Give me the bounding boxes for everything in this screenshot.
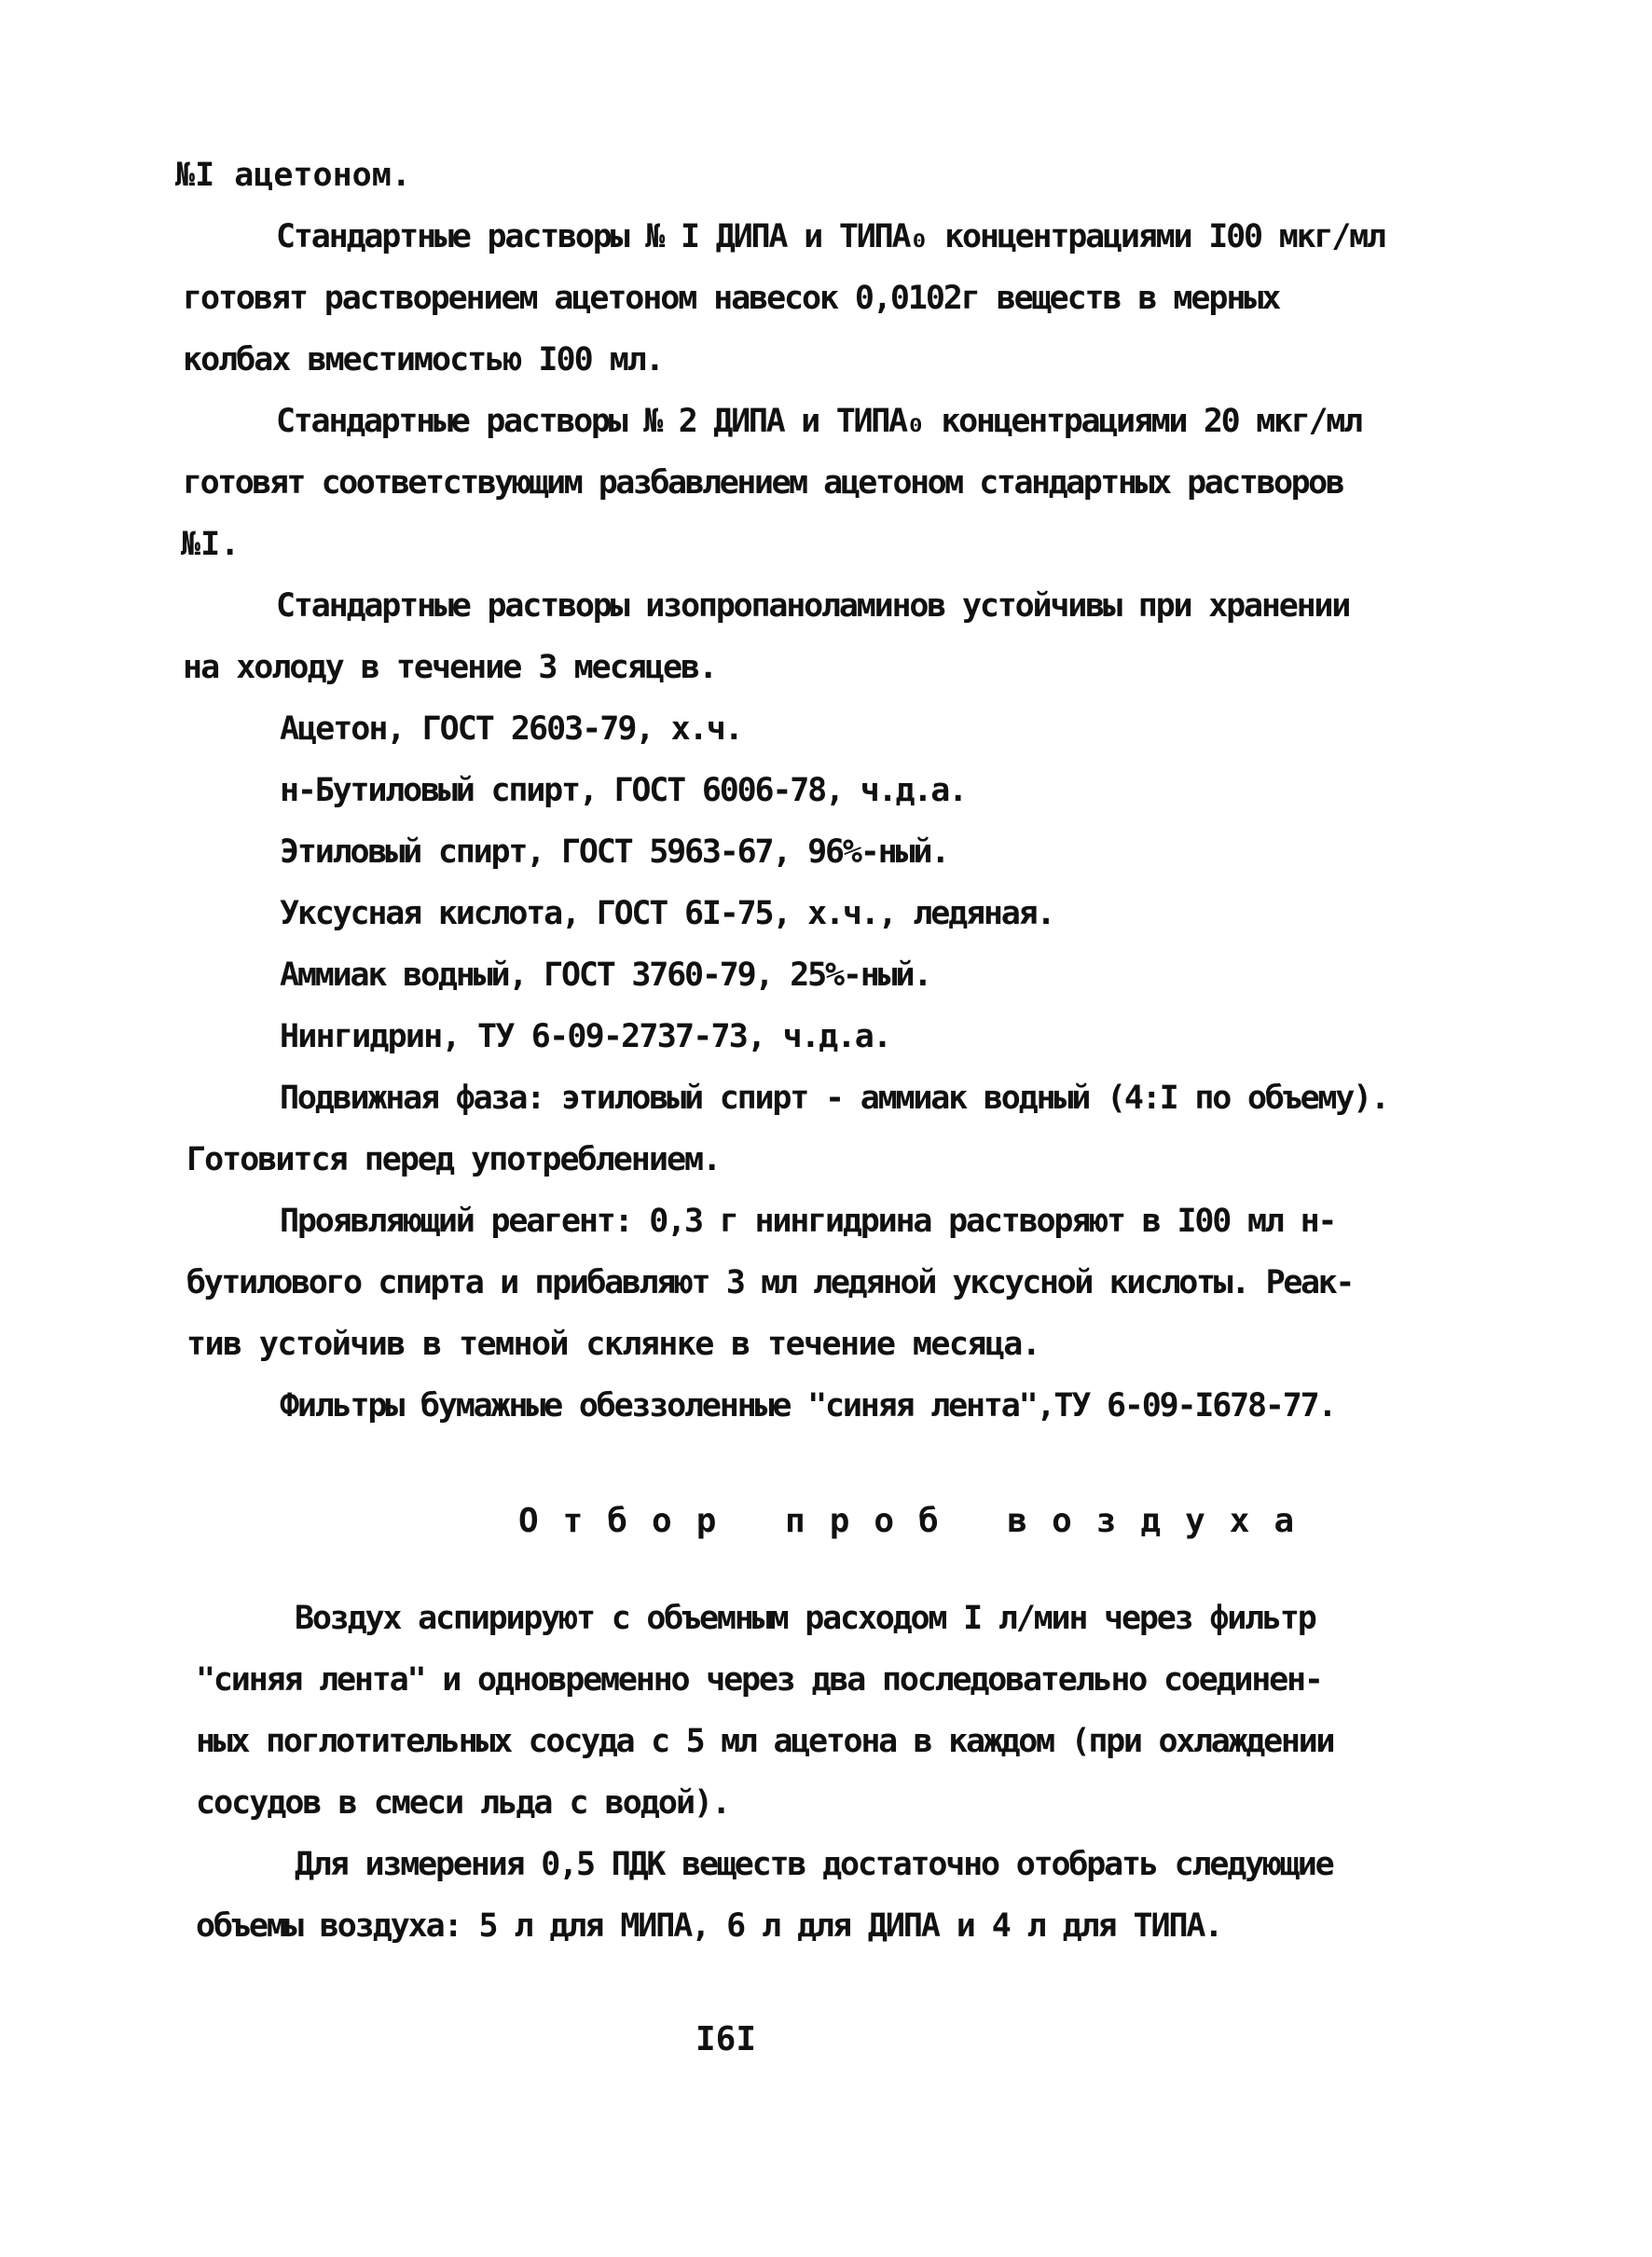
text-line: готовят растворением ацетоном навесок 0,0102г веществ в мерных	[183, 280, 1280, 317]
text-line: тив устойчив в темной склянке в течение месяца.	[186, 1326, 1040, 1363]
section-heading: Отбор проб воздуха	[518, 1502, 1319, 1540]
text-line: Уксусная кислота, ГОСТ 6I-75, х.ч., ледяная.	[280, 895, 1054, 932]
text-line: бутилового спирта и прибавляют 3 мл ледяной уксусной кислоты. Реак-	[186, 1264, 1354, 1301]
text-line: Фильтры бумажные обеззоленные "синяя лента",ТУ 6-09-I678-77.	[280, 1387, 1336, 1424]
text-line: Этиловый спирт, ГОСТ 5963-67, 96%-ный.	[280, 833, 949, 871]
page-number: I6I	[695, 2020, 757, 2058]
text-line: Стандартные растворы изопропаноламинов устойчивы при хранении	[276, 587, 1350, 625]
text-line: объемы воздуха: 5 л для МИПА, 6 л для ДИПА и 4 л для ТИПА.	[196, 1907, 1222, 1945]
text-line: готовят соответствующим разбавлением ацетоном стандартных растворов	[183, 464, 1343, 502]
text-line: Аммиак водный, ГОСТ 3760-79, 25%-ный.	[280, 956, 931, 994]
text-line: сосудов в смеси льда с водой).	[196, 1784, 730, 1822]
text-line: Стандартные растворы № 2 ДИПА и ТИПА₀ концентрациями 20 мкг/мл	[276, 403, 1361, 440]
text-line: ных поглотительных сосуда с 5 мл ацетона в каждом (при охлаждении	[196, 1723, 1334, 1760]
text-line: н-Бутиловый спирт, ГОСТ 6006-78, ч.д.а.	[280, 772, 966, 809]
text-line: №I.	[181, 526, 241, 563]
text-line: Стандартные растворы № I ДИПА и ТИПА₀ концентрациями I00 мкг/мл	[276, 218, 1384, 255]
text-line: №I ацетоном.	[175, 157, 411, 194]
text-line: Готовится перед употреблением.	[186, 1141, 721, 1178]
text-line: на холоду в течение 3 месяцев.	[183, 649, 717, 686]
text-line: Подвижная фаза: этиловый спирт - аммиак водный (4:I по объему).	[280, 1080, 1388, 1117]
text-line: Ацетон, ГОСТ 2603-79, х.ч.	[280, 710, 742, 748]
text-line: Для измерения 0,5 ПДК веществ достаточно отобрать следующие	[295, 1846, 1333, 1883]
text-line: Проявляющий реагент: 0,3 г нингидрина растворяют в I00 мл н-	[280, 1203, 1336, 1240]
text-line: Воздух аспирируют с объемным расходом I л/мин через фильтр	[295, 1600, 1315, 1637]
text-line: Нингидрин, ТУ 6-09-2737-73, ч.д.а.	[280, 1018, 891, 1055]
text-line: "синяя лента" и одновременно через два последовательно соединен-	[196, 1661, 1322, 1699]
text-line: колбах вместимостью I00 мл.	[183, 341, 663, 378]
